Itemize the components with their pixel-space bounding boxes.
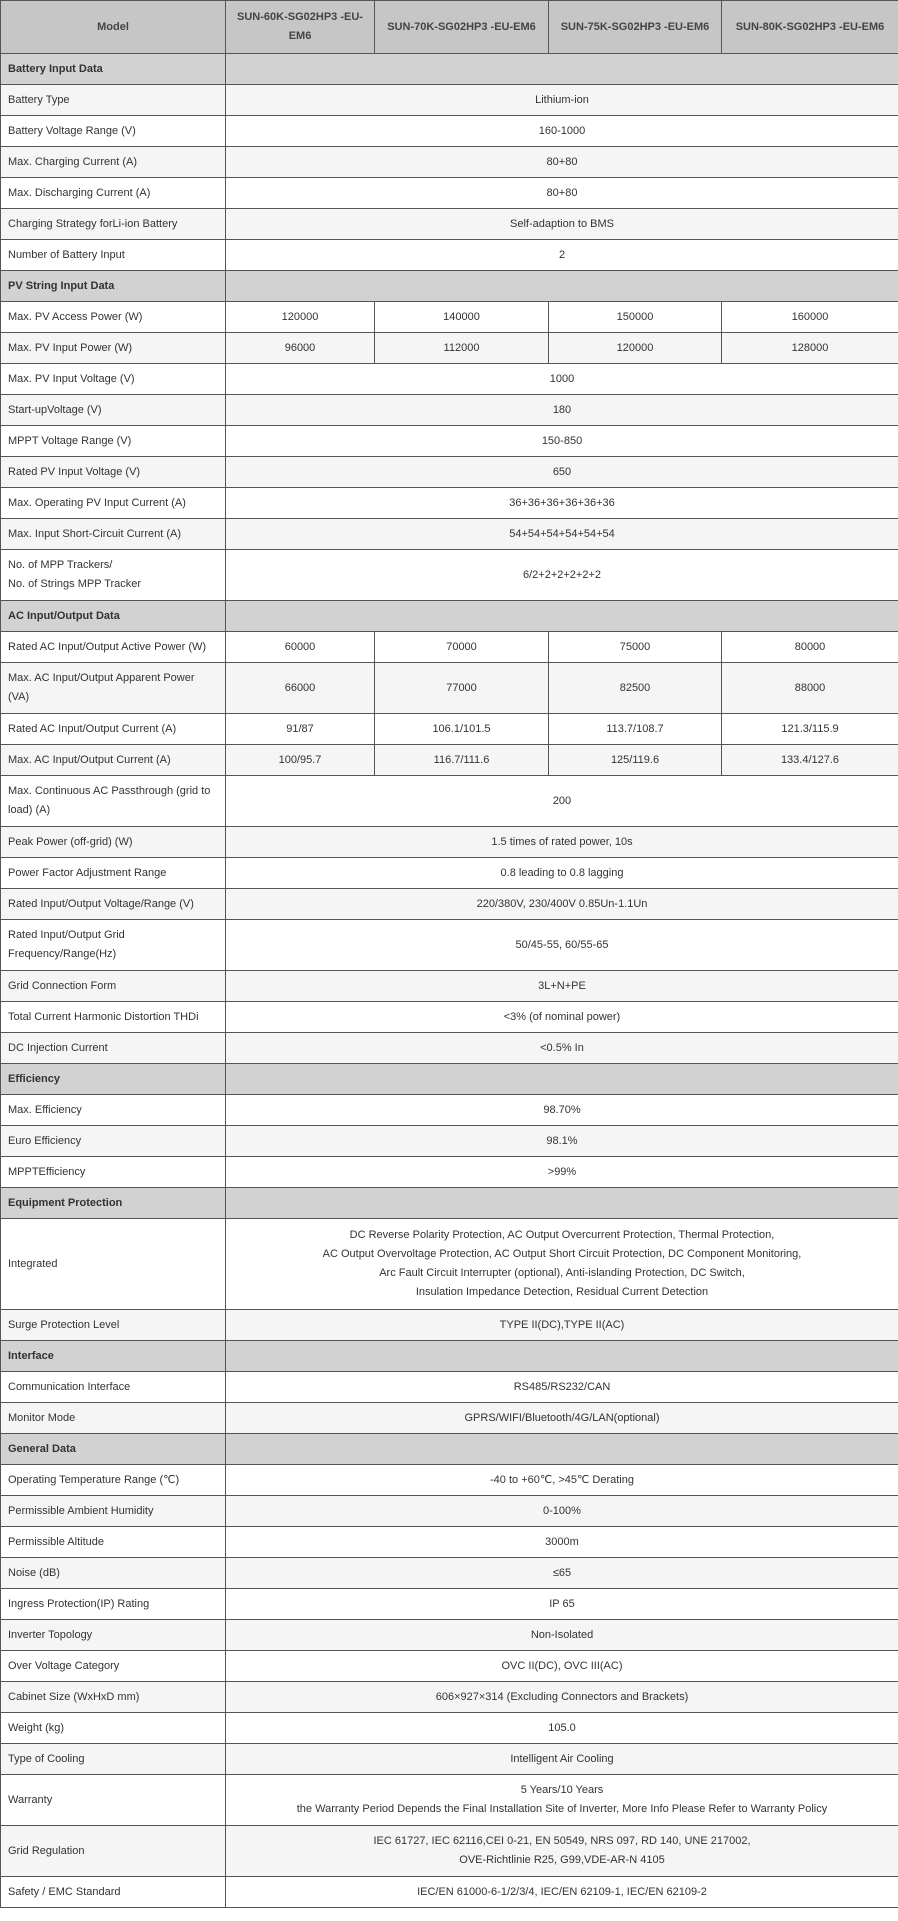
row-value: 98.70% [226, 1095, 898, 1126]
row-value: 150000 [549, 302, 722, 333]
row-label: Cabinet Size (WxHxD mm) [1, 1682, 226, 1713]
row-value: 200 [226, 776, 898, 827]
row-label: Max. Charging Current (A) [1, 147, 226, 178]
row-value: 220/380V, 230/400V 0.85Un-1.1Un [226, 889, 898, 920]
row-label: Max. PV Access Power (W) [1, 302, 226, 333]
row-label: Rated AC Input/Output Current (A) [1, 714, 226, 745]
row-value: -40 to +60℃, >45℃ Derating [226, 1465, 898, 1496]
model-header-4: SUN-80K-SG02HP3 -EU-EM6 [722, 1, 898, 54]
section-title: Battery Input Data [1, 54, 226, 85]
section-title: PV String Input Data [1, 271, 226, 302]
row-rated-ac-current [1, 714, 898, 745]
row-label: Charging Strategy forLi-ion Battery [1, 209, 226, 240]
value-line: IEC 61727, IEC 62116,CEI 0-21, EN 50549, NRS 097, RD 140, UNE 217002, [373, 1835, 751, 1847]
row-humidity [1, 1496, 898, 1527]
row-rated-active-power [1, 632, 898, 663]
row-value: 77000 [375, 663, 549, 714]
section-ac [1, 601, 898, 632]
row-label: Grid Connection Form [1, 971, 226, 1002]
row-value: <0.5% In [226, 1033, 898, 1064]
row-label-line: Max. Continuous AC Passthrough (grid to [8, 785, 211, 797]
row-label: Max. PV Input Power (W) [1, 333, 226, 364]
row-label: Communication Interface [1, 1372, 226, 1403]
row-label: DC Injection Current [1, 1033, 226, 1064]
value-line: AC Output Overvoltage Protection, AC Output Short Circuit Protection, DC Component Monitoring, [322, 1248, 802, 1260]
row-label: Surge Protection Level [1, 1310, 226, 1341]
row-value: 606×927×314 (Excluding Connectors and Brackets) [226, 1682, 898, 1713]
row-label: Max. AC Input/Output Current (A) [1, 745, 226, 776]
row-value: 160-1000 [226, 116, 898, 147]
value-line: DC Reverse Polarity Protection, AC Output Overcurrent Protection, Thermal Protection, [349, 1229, 775, 1241]
row-value: 98.1% [226, 1126, 898, 1157]
row-pv-input-voltage [1, 364, 898, 395]
value-line: Arc Fault Circuit Interrupter (optional), Anti-islanding Protection, DC Switch, [379, 1267, 745, 1279]
row-label: Noise (dB) [1, 1558, 226, 1589]
model-header-1: SUN-60K-SG02HP3 -EU-EM6 [226, 1, 375, 54]
row-label: MPPTEfficiency [1, 1157, 226, 1188]
section-title: General Data [1, 1434, 226, 1465]
model-header-2: SUN-70K-SG02HP3 -EU-EM6 [375, 1, 549, 54]
row-value: 3L+N+PE [226, 971, 898, 1002]
row-label: Permissible Ambient Humidity [1, 1496, 226, 1527]
row-temperature [1, 1465, 898, 1496]
row-label: Max. PV Input Voltage (V) [1, 364, 226, 395]
row-max-efficiency [1, 1095, 898, 1126]
row-value: 70000 [375, 632, 549, 663]
row-surge-protection [1, 1310, 898, 1341]
row-value: 650 [226, 457, 898, 488]
section-title: Equipment Protection [1, 1188, 226, 1219]
row-label: Integrated [1, 1219, 226, 1310]
row-value: 80+80 [226, 147, 898, 178]
row-value: 120000 [549, 333, 722, 364]
row-value: 91/87 [226, 714, 375, 745]
section-interface [1, 1341, 898, 1372]
section-protection [1, 1188, 898, 1219]
row-value: 140000 [375, 302, 549, 333]
row-label: Weight (kg) [1, 1713, 226, 1744]
row-apparent-power [1, 663, 898, 714]
row-label: Rated Input/Output Voltage/Range (V) [1, 889, 226, 920]
row-discharging-current [1, 178, 898, 209]
row-label-line: No. of Strings MPP Tracker [8, 578, 142, 590]
section-general [1, 1434, 898, 1465]
row-noise [1, 1558, 898, 1589]
row-label: Battery Voltage Range (V) [1, 116, 226, 147]
row-label: Rated PV Input Voltage (V) [1, 457, 226, 488]
row-label: Type of Cooling [1, 1744, 226, 1775]
row-value: Self-adaption to BMS [226, 209, 898, 240]
row-label-line: Rated Input/Output Grid [8, 929, 125, 941]
row-label: MPPT Voltage Range (V) [1, 426, 226, 457]
row-value: RS485/RS232/CAN [226, 1372, 898, 1403]
value-line: 5 Years/10 Years [520, 1784, 604, 1796]
section-title: Efficiency [1, 1064, 226, 1095]
row-grid-frequency [1, 920, 898, 971]
row-pv-access-power [1, 302, 898, 333]
row-overvoltage [1, 1651, 898, 1682]
row-value: 113.7/108.7 [549, 714, 722, 745]
section-battery [1, 54, 898, 85]
row-rated-pv-voltage [1, 457, 898, 488]
row-label: Over Voltage Category [1, 1651, 226, 1682]
row-cabinet-size [1, 1682, 898, 1713]
row-mppt-range [1, 426, 898, 457]
row-value: 116.7/111.6 [375, 745, 549, 776]
row-safety-standard [1, 1877, 898, 1908]
model-header-3: SUN-75K-SG02HP3 -EU-EM6 [549, 1, 722, 54]
row-value: 66000 [226, 663, 375, 714]
row-label: Power Factor Adjustment Range [1, 858, 226, 889]
row-value [226, 1775, 898, 1826]
row-value: 54+54+54+54+54+54 [226, 519, 898, 550]
row-label: Inverter Topology [1, 1620, 226, 1651]
row-integrated-protection [1, 1219, 898, 1310]
row-value: 80+80 [226, 178, 898, 209]
row-monitor-mode [1, 1403, 898, 1434]
row-value [226, 1219, 898, 1310]
row-startup-voltage [1, 395, 898, 426]
row-label [1, 550, 226, 601]
row-battery-type [1, 85, 898, 116]
row-battery-inputs [1, 240, 898, 271]
row-value: 60000 [226, 632, 375, 663]
row-value: 128000 [722, 333, 898, 364]
row-thd [1, 1002, 898, 1033]
row-euro-efficiency [1, 1126, 898, 1157]
section-efficiency [1, 1064, 898, 1095]
row-max-ac-current [1, 745, 898, 776]
row-charging-current [1, 147, 898, 178]
row-value: >99% [226, 1157, 898, 1188]
row-ac-passthrough [1, 776, 898, 827]
model-header: Model [1, 1, 226, 54]
row-value: OVC II(DC), OVC III(AC) [226, 1651, 898, 1682]
value-line: Insulation Impedance Detection, Residual Current Detection [415, 1286, 709, 1298]
row-label: Ingress Protection(IP) Rating [1, 1589, 226, 1620]
value-line: the Warranty Period Depends the Final Installation Site of Inverter, More Info Please Refer to Warranty Policy [296, 1803, 828, 1815]
row-value: 82500 [549, 663, 722, 714]
row-label: Number of Battery Input [1, 240, 226, 271]
row-label: Operating Temperature Range (℃) [1, 1465, 226, 1496]
value-line: OVE-Richtlinie R25, G99,VDE-AR-N 4105 [459, 1854, 665, 1866]
row-label: Battery Type [1, 85, 226, 116]
row-value: 1.5 times of rated power, 10s [226, 827, 898, 858]
row-dc-injection [1, 1033, 898, 1064]
row-cooling [1, 1744, 898, 1775]
row-voltage-range [1, 889, 898, 920]
row-label: Max. Operating PV Input Current (A) [1, 488, 226, 519]
row-label: Start-upVoltage (V) [1, 395, 226, 426]
row-value [226, 1826, 898, 1877]
row-value: 96000 [226, 333, 375, 364]
row-value: 121.3/115.9 [722, 714, 898, 745]
row-label: Total Current Harmonic Distortion THDi [1, 1002, 226, 1033]
row-value: 0-100% [226, 1496, 898, 1527]
row-label-line: (VA) [8, 691, 30, 703]
row-mppt-efficiency [1, 1157, 898, 1188]
row-value: TYPE II(DC),TYPE II(AC) [226, 1310, 898, 1341]
row-value: 36+36+36+36+36+36 [226, 488, 898, 519]
row-label: Euro Efficiency [1, 1126, 226, 1157]
row-label-line: Frequency/Range(Hz) [8, 948, 117, 960]
row-communication [1, 1372, 898, 1403]
row-label-line: Max. AC Input/Output Apparent Power [8, 672, 195, 684]
row-value: Non-Isolated [226, 1620, 898, 1651]
row-value: GPRS/WIFI/Bluetooth/4G/LAN(optional) [226, 1403, 898, 1434]
row-value: IEC/EN 61000-6-1/2/3/4, IEC/EN 62109-1, IEC/EN 62109-2 [226, 1877, 898, 1908]
row-label: Safety / EMC Standard [1, 1877, 226, 1908]
row-pv-input-power [1, 333, 898, 364]
section-title: Interface [1, 1341, 226, 1372]
section-pv [1, 271, 898, 302]
row-operating-current [1, 488, 898, 519]
row-mpp-trackers [1, 550, 898, 601]
row-label-line: No. of MPP Trackers/ [8, 559, 113, 571]
row-label: Peak Power (off-grid) (W) [1, 827, 226, 858]
row-value: Intelligent Air Cooling [226, 1744, 898, 1775]
row-peak-power [1, 827, 898, 858]
row-topology [1, 1620, 898, 1651]
row-value: 50/45-55, 60/55-65 [226, 920, 898, 971]
row-grid-regulation [1, 1826, 898, 1877]
row-label [1, 920, 226, 971]
row-short-circuit-current [1, 519, 898, 550]
row-value: 2 [226, 240, 898, 271]
header-row [1, 1, 898, 54]
row-battery-voltage-range [1, 116, 898, 147]
row-value: 100/95.7 [226, 745, 375, 776]
row-weight [1, 1713, 898, 1744]
section-title: AC Input/Output Data [1, 601, 226, 632]
row-label: Permissible Altitude [1, 1527, 226, 1558]
row-value: 80000 [722, 632, 898, 663]
row-label: Rated AC Input/Output Active Power (W) [1, 632, 226, 663]
row-label [1, 776, 226, 827]
row-value: 120000 [226, 302, 375, 333]
row-value: 160000 [722, 302, 898, 333]
row-label-line: load) (A) [8, 804, 51, 816]
row-label: Monitor Mode [1, 1403, 226, 1434]
row-ip-rating [1, 1589, 898, 1620]
row-value: 3000m [226, 1527, 898, 1558]
row-label [1, 663, 226, 714]
row-value: 150-850 [226, 426, 898, 457]
row-value: 125/119.6 [549, 745, 722, 776]
row-value: 133.4/127.6 [722, 745, 898, 776]
row-value: IP 65 [226, 1589, 898, 1620]
row-value: 0.8 leading to 0.8 lagging [226, 858, 898, 889]
row-value: 75000 [549, 632, 722, 663]
row-value: 112000 [375, 333, 549, 364]
row-altitude [1, 1527, 898, 1558]
row-label: Grid Regulation [1, 1826, 226, 1877]
row-value: 88000 [722, 663, 898, 714]
row-value: <3% (of nominal power) [226, 1002, 898, 1033]
row-value: 6/2+2+2+2+2+2 [226, 550, 898, 601]
row-value: 1000 [226, 364, 898, 395]
row-power-factor [1, 858, 898, 889]
row-grid-form [1, 971, 898, 1002]
row-label: Max. Input Short-Circuit Current (A) [1, 519, 226, 550]
row-charging-strategy [1, 209, 898, 240]
row-warranty [1, 1775, 898, 1826]
row-value: 180 [226, 395, 898, 426]
row-value: 105.0 [226, 1713, 898, 1744]
row-value: Lithium-ion [226, 85, 898, 116]
row-value: ≤65 [226, 1558, 898, 1589]
row-label: Max. Efficiency [1, 1095, 226, 1126]
row-label: Warranty [1, 1775, 226, 1826]
row-value: 106.1/101.5 [375, 714, 549, 745]
row-label: Max. Discharging Current (A) [1, 178, 226, 209]
